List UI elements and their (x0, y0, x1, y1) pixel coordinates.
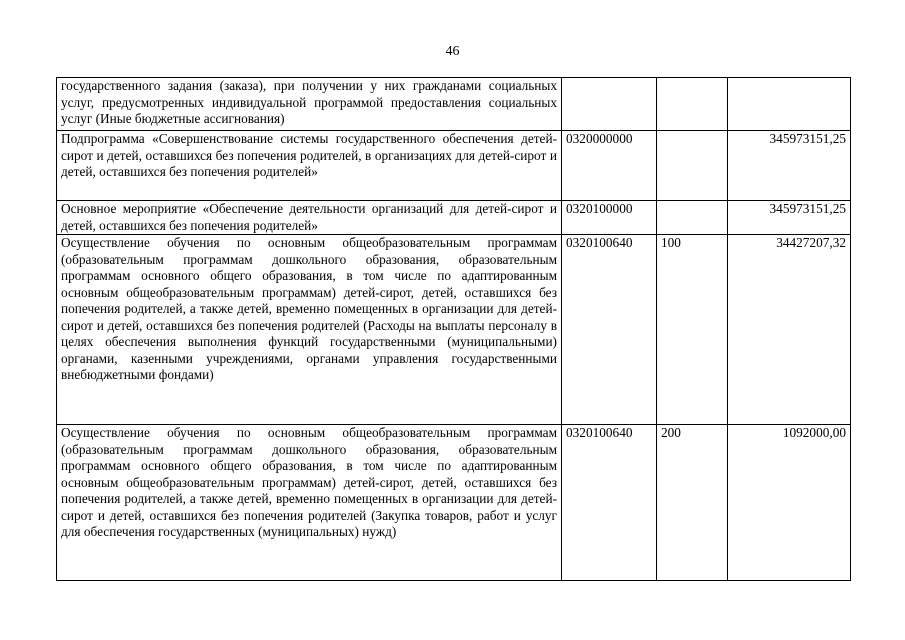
row-sum-cell (728, 78, 851, 131)
row-code-cell (562, 78, 657, 131)
row-code-cell: 0320000000 (562, 131, 657, 201)
page-number: 46 (445, 44, 460, 59)
row-name-cell: Осуществление обучения по основным общеобразовательным программам (образовательным программам дошкольного образования, образовательным программам основного общего образования, в том числе по адаптированным основным общеобразовательным программам) детей-сирот, детей, оставшихся без попечения родителей, а также детей, временно помещенных в организации для детей-сирот и детей, оставшихся без попечения родителей (Закупка товаров, работ и услуг для обеспечения государственных (муниципальных) нужд) (57, 425, 562, 581)
row-type-cell (657, 201, 728, 235)
row-type-cell: 100 (657, 235, 728, 425)
budget-table (56, 77, 851, 581)
row-name-cell: Подпрограмма «Совершенствование системы государственного обеспечения детей-сирот и детей, оставшихся без попечения родителей, в организациях для детей-сирот и детей, оставшихся без попечения родителей» (57, 131, 562, 201)
row-type-cell (657, 78, 728, 131)
table-row (57, 131, 851, 201)
table-row (57, 201, 851, 235)
row-sum-cell: 345973151,25 (728, 131, 851, 201)
row-type-cell (657, 131, 728, 201)
row-type-cell: 200 (657, 425, 728, 581)
row-code-cell: 0320100640 (562, 425, 657, 581)
row-name-cell: государственного задания (заказа), при получении у них гражданами социальных услуг, предусмотренных индивидуальной программой предоставления социальных услуг (Иные бюджетные ассигнования) (57, 78, 562, 131)
table-row (57, 235, 851, 425)
row-code-cell: 0320100000 (562, 201, 657, 235)
table-row (57, 425, 851, 581)
row-sum-cell: 1092000,00 (728, 425, 851, 581)
row-name-cell: Осуществление обучения по основным общеобразовательным программам (образовательным программам дошкольного образования, образовательным программам основного общего образования, в том числе по адаптированным основным общеобразовательным программам) детей-сирот, детей, оставшихся без попечения родителей, а также детей, временно помещенных в организации для детей-сирот и детей, оставшихся без попечения родителей (Расходы на выплаты персоналу в целях обеспечения выполнения функций государственными (муниципальными) органами, казенными учреждениями, органами управления государственными внебюджетными фондами) (57, 235, 562, 425)
table-row (57, 78, 851, 131)
row-name-cell: Основное мероприятие «Обеспечение деятельности организаций для детей-сирот и детей, оставшихся без попечения родителей» (57, 201, 562, 235)
row-sum-cell: 34427207,32 (728, 235, 851, 425)
row-sum-cell: 345973151,25 (728, 201, 851, 235)
row-code-cell: 0320100640 (562, 235, 657, 425)
